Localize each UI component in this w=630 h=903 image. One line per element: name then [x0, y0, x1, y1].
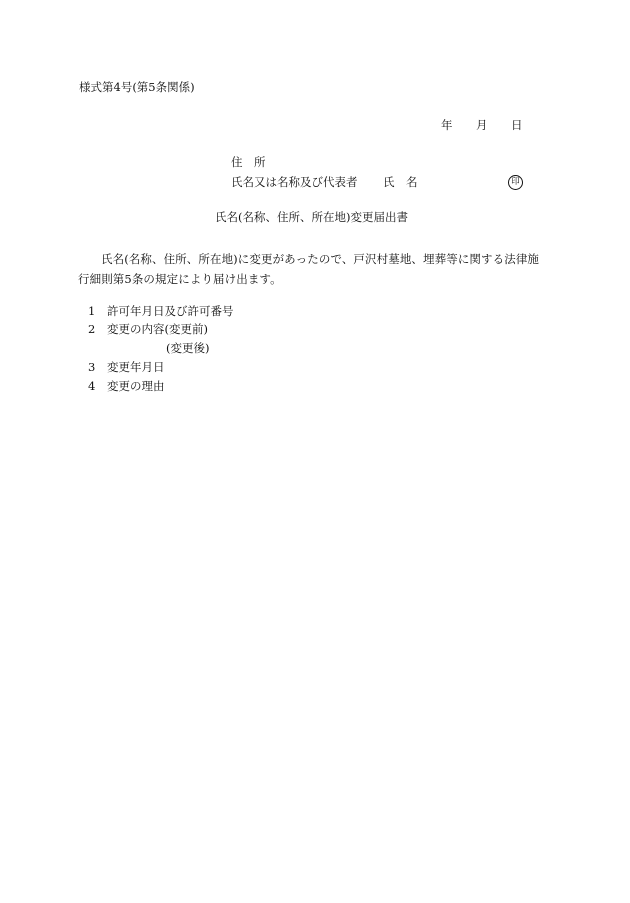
list-item-sub: (変更後) [166, 341, 210, 355]
list-item-text: 変更の内容(変更前) [107, 322, 208, 336]
body-paragraph: 氏名(名称、住所、所在地)に変更があったので、戸沢村墓地、埋葬等に関する法律施行細則第5条の規定により届け出ます。 [78, 252, 540, 286]
name-label: 氏 名 [383, 175, 418, 189]
representative-label: 氏名又は名称及び代表者 [231, 175, 358, 189]
list-item [88, 381, 165, 393]
seal-mark [508, 175, 523, 190]
list-item [88, 306, 234, 318]
date-year-label: 年 [441, 118, 453, 132]
list-item [88, 324, 208, 336]
list-item-number: 2 [88, 322, 96, 336]
date-month-label: 月 [476, 118, 488, 132]
list-item-text: 許可年月日及び許可番号 [107, 304, 234, 318]
date-day-label: 日 [511, 118, 523, 132]
address-label: 住 所 [231, 155, 266, 169]
list-item [88, 362, 165, 374]
document-title: 氏名(名称、住所、所在地)変更届出書 [215, 210, 408, 224]
list-item-number: 3 [88, 360, 96, 374]
list-item-text: 変更年月日 [107, 360, 165, 374]
list-item-number: 1 [88, 304, 96, 318]
form-number: 様式第4号(第5条関係) [79, 80, 195, 94]
seal-char: 印 [508, 175, 523, 190]
list-item-number: 4 [88, 379, 96, 393]
list-item-text: 変更の理由 [107, 379, 165, 393]
